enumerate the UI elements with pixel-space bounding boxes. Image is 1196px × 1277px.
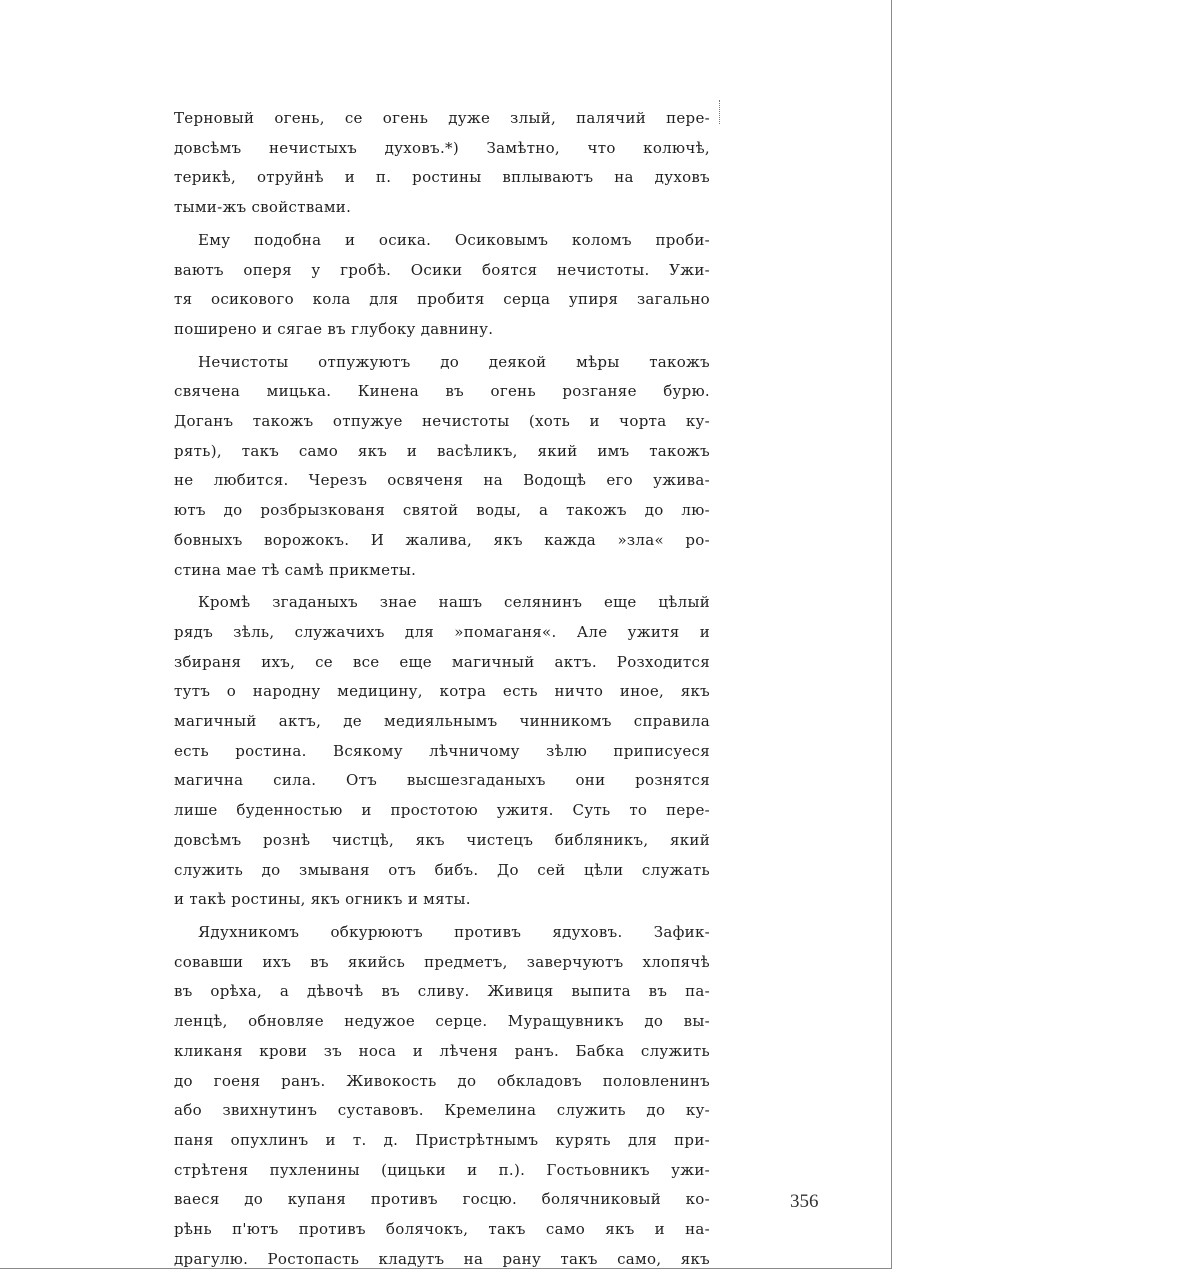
text-line: тыми-жъ свойствами.	[174, 198, 352, 217]
text-line: ютъ до розбрызкованя святой воды, а такожъ до лю-	[174, 501, 710, 520]
body-text	[174, 104, 710, 1277]
text-line: ваеся до купаня противъ госцю. болячниковый ко-	[174, 1190, 710, 1209]
text-line: ваютъ оперя у гробѣ. Осики боятся нечистоты. Ужи-	[174, 260, 710, 279]
page-number: 356	[790, 1191, 819, 1212]
text-line: магична сила. Отъ высшезгаданыхъ они рознятся	[174, 771, 710, 790]
text-line: ленцѣ, обновляе недужое серце. Муращувникъ до вы-	[174, 1012, 710, 1031]
text-line: бовныхъ ворожокъ. И жалива, якъ кажда »зла« ро-	[174, 530, 710, 549]
text-line: не любится. Черезъ освяченя на Водощѣ его ужива-	[174, 471, 710, 490]
text-line: въ орѣха, а дѣвочѣ въ сливу. Живиця выпита въ па-	[174, 982, 710, 1001]
text-line: Ядухникомъ обкурюютъ противъ ядуховъ. Зафик-	[198, 922, 710, 941]
text-line: служить до змываня отъ бибъ. До сей цѣли служать	[174, 860, 710, 879]
paragraph-4	[174, 588, 710, 915]
text-line: совавши ихъ въ якийсь предметъ, заверчуютъ хлопячѣ	[174, 952, 710, 971]
text-line: свячена мицька. Кинена въ огень розганяе бурю.	[174, 382, 710, 401]
text-line: довсѣмъ нечистыхъ духовъ.*) Замѣтно, что колючѣ,	[174, 138, 710, 157]
text-line: тя осикового кола для пробитя серца упиря загально	[174, 290, 710, 309]
text-line: есть ростина. Всякому лѣчничому зѣлю приписуеся	[174, 741, 710, 760]
text-line: Кромѣ згаданыхъ знае нашъ селянинъ еще цѣлый	[198, 593, 710, 612]
text-line: и такѣ ростины, якъ огникъ и мяты.	[174, 890, 471, 909]
text-line: Терновый огень, се огень дуже злый, палячий пере-	[174, 109, 710, 127]
paragraph-3	[174, 348, 710, 586]
paragraph-2	[174, 226, 710, 345]
text-line: стина мае тѣ самѣ прикметы.	[174, 560, 417, 579]
text-line: лише буденностью и простотою ужитя. Суть то пере-	[174, 801, 710, 820]
paragraph-1	[174, 104, 710, 223]
text-line: тутъ о народну медицину, котра есть ничто иное, якъ	[174, 682, 710, 701]
text-line: магичный актъ, де медияльнымъ чинникомъ справила	[174, 712, 710, 731]
text-line: поширено и сягае въ глубоку давнину.	[174, 319, 494, 338]
text-line: кликаня крови зъ носа и лѣченя ранъ. Бабка служить	[174, 1041, 710, 1060]
text-line: терикѣ, отруйнѣ и п. ростины вплываютъ на духовъ	[174, 168, 710, 187]
text-line: збираня ихъ, се все еще магичный актъ. Розходится	[174, 652, 710, 671]
text-line: Доганъ такожъ отпужуе нечистоты (хоть и чорта ку-	[174, 412, 710, 431]
text-line: рядъ зѣль, служачихъ для »помаганя«. Але ужитя и	[174, 622, 710, 641]
text-line: довсѣмъ рознѣ чистцѣ, якъ чистецъ библяникъ, який	[174, 830, 710, 849]
text-line: або звихнутинъ суставовъ. Кремелина служить до ку-	[174, 1101, 710, 1120]
text-line: драгулю. Ростопасть кладутъ на рану такъ само, якъ	[174, 1249, 710, 1268]
paragraph-5	[174, 918, 710, 1274]
text-line: стрѣтеня пухленины (цицьки и п.). Гостьовникъ ужи-	[174, 1160, 710, 1179]
text-line: Нечистоты отпужуютъ до деякой мѣры такожъ	[198, 352, 710, 371]
text-line: до гоеня ранъ. Живокость до обкладовъ половленинъ	[174, 1071, 710, 1090]
text-line: Ему подобна и осика. Осиковымъ коломъ проби-	[198, 230, 710, 249]
text-line: паня опухлинъ и т. д. Пристрѣтнымъ курять для при-	[174, 1130, 710, 1149]
text-line: рѣнь п'ютъ противъ болячокъ, такъ само якъ и на-	[174, 1220, 710, 1239]
text-line: рять), такъ само якъ и васѣликъ, який имъ такожъ	[174, 441, 710, 460]
scan-edge-mark	[719, 100, 721, 124]
